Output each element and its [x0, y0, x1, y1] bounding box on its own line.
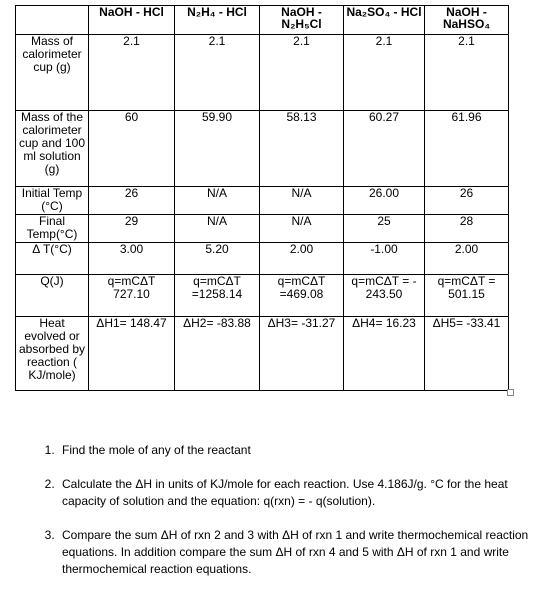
table-cell: 2.1: [89, 35, 175, 111]
table-cell: 2.1: [260, 35, 344, 111]
table-cell: 26: [425, 187, 509, 215]
table-row: [16, 35, 509, 111]
table-row: [16, 187, 509, 215]
table-cell: -1.00: [344, 243, 425, 275]
header-cell: [16, 6, 89, 35]
table-row: [16, 275, 509, 317]
table-cell: 26.00: [344, 187, 425, 215]
table-cell: N/A: [260, 215, 344, 243]
table-cell: ΔH2= -83.88: [175, 317, 260, 391]
table-cell: 58.13: [260, 111, 344, 187]
table-row: [16, 243, 509, 275]
row-label: Initial Temp (°C): [16, 187, 89, 215]
table-cell: 60: [89, 111, 175, 187]
row-label: Final Temp(°C): [16, 215, 89, 243]
table-cell: N/A: [175, 187, 260, 215]
table-cell: 26: [89, 187, 175, 215]
table-cell: q=mCΔT =1258.14: [175, 275, 260, 317]
table-cell: 59.90: [175, 111, 260, 187]
row-label: Mass of the calorimeter cup and 100 ml solution (g): [16, 111, 89, 187]
list-item: 3. Compare the sum ΔH of rxn 2 and 3 with ΔH of rxn 1 and write thermochemical reaction equations. In addition compare the sum ΔH of rxn 4 and 5 with ΔH of rxn 1 and write thermochemical reaction equations.: [58, 527, 538, 578]
table-cell: N/A: [260, 187, 344, 215]
header-cell: Na₂SO₄ - HCl: [344, 6, 425, 35]
row-label: Heat evolved or absorbed by reaction ( KJ/mole): [16, 317, 89, 391]
table-cell: 5.20: [175, 243, 260, 275]
table-cell: 2.1: [175, 35, 260, 111]
table-cell: 3.00: [89, 243, 175, 275]
row-label: Δ T(°C): [16, 243, 89, 275]
table-cell: ΔH4= 16.23: [344, 317, 425, 391]
table-cell: q=mCΔT =469.08: [260, 275, 344, 317]
table-cell: N/A: [175, 215, 260, 243]
table-cell: q=mCΔT 727.10: [89, 275, 175, 317]
table-row: [16, 111, 509, 187]
table-cell: 2.1: [344, 35, 425, 111]
table-cell: 2.00: [260, 243, 344, 275]
table-cell: ΔH5= -33.41: [425, 317, 509, 391]
table-cell: 60.27: [344, 111, 425, 187]
table-cell: ΔH3= -31.27: [260, 317, 344, 391]
table-resize-handle[interactable]: [507, 389, 514, 396]
table-row: [16, 215, 509, 243]
table-cell: 29: [89, 215, 175, 243]
table-cell: ΔH1= 148.47: [89, 317, 175, 391]
list-item: 2. Calculate the ΔH in units of KJ/mole for each reaction. Use 4.186J/g. °C for the heat capacity of solution and the equation: q(rxn) = - q(solution).: [58, 476, 538, 510]
table-cell: q=mCΔT = 501.15: [425, 275, 509, 317]
table-cell: 2.00: [425, 243, 509, 275]
table-cell: 28: [425, 215, 509, 243]
row-label: Mass of calorimeter cup (g): [16, 35, 89, 111]
row-label: Q(J): [16, 275, 89, 317]
table-row: [16, 317, 509, 391]
question-list: [32, 442, 538, 595]
header-cell: NaOH - HCl: [89, 6, 175, 35]
header-cell: NaOH - N₂H₅Cl: [260, 6, 344, 35]
header-cell: N₂H₄ - HCl: [175, 6, 260, 35]
header-cell: NaOH - NaHSO₄: [425, 6, 509, 35]
table-cell: q=mCΔT = - 243.50: [344, 275, 425, 317]
table-cell: 25: [344, 215, 425, 243]
table-cell: 2.1: [425, 35, 509, 111]
data-table: [15, 5, 509, 391]
list-item: 1. Find the mole of any of the reactant: [58, 442, 538, 459]
header-row: [16, 6, 509, 35]
table-cell: 61.96: [425, 111, 509, 187]
